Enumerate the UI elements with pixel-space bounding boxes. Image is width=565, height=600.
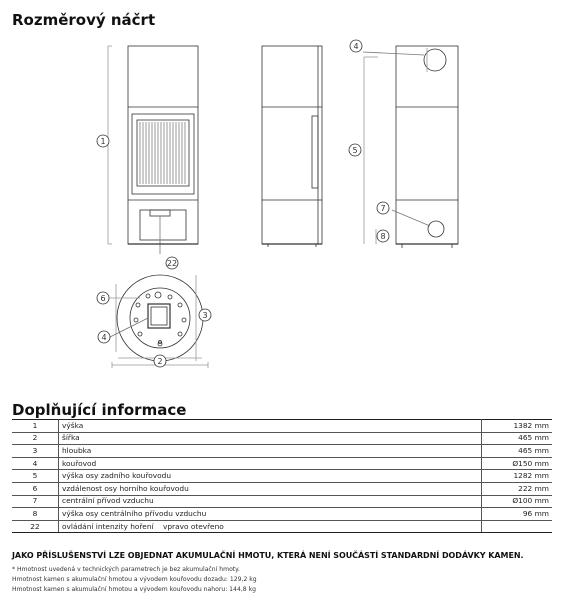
front-view [108,46,198,254]
row-value: 222 mm [482,482,553,495]
accessory-note: JAKO PŘÍSLUŠENSTVÍ LZE OBJEDNAT AKUMULAČNÍ HMOTU, KTERÁ NENÍ SOUČÁSTÍ STANDARDNÍ DODÁVKY KAMEN. [12,551,524,560]
table-row [12,420,552,433]
table-row [12,470,552,483]
row-number: 8 [12,508,59,521]
top-view [106,275,208,368]
footnote: Hmotnost kamen s akumulační hmotou a vývodem kouřovodu nahoru: 144,8 kg [12,586,256,593]
row-label: centrální přívod vzduchu [59,495,482,508]
row-value: 465 mm [482,445,553,458]
row-number: 7 [12,495,59,508]
sketch-title: Rozměrový náčrt [12,11,156,29]
info-title: Doplňující informace [12,401,187,419]
callout-2: 2 [157,357,163,366]
table-row [12,495,552,508]
footnote: Hmotnost kamen s akumulační hmotou a vývodem kouřovodu dozadu: 129,2 kg [12,576,257,583]
row-number: 4 [12,457,59,470]
row-number: 3 [12,445,59,458]
row-number: 22 [12,520,59,533]
row-value: 1382 mm [482,420,553,433]
row-value: 1282 mm [482,470,553,483]
row-value: 96 mm [482,508,553,521]
row-label: šířka [59,432,482,445]
row-label: výška osy zadního kouřovodu [59,470,482,483]
table-row [12,520,552,533]
row-label: hloubka [59,445,482,458]
row-label: výška [59,420,482,433]
callout-8: 8 [380,232,386,241]
callout-5: 5 [352,146,358,155]
table-row [12,457,552,470]
row-value [482,520,553,533]
row-value: 465 mm [482,432,553,445]
row-number: 2 [12,432,59,445]
row-value: Ø100 mm [482,495,553,508]
row-value: Ø150 mm [482,457,553,470]
table-row [12,445,552,458]
row-label: ovládání intenzity hoření vpravo otevřeno [59,520,482,533]
footnote: * Hmotnost uvedená v technických parametrech je bez akumulační hmoty. [12,566,240,573]
row-number: 5 [12,470,59,483]
back-view [363,46,458,248]
table-row [12,432,552,445]
callout-labels [97,40,389,367]
table-row [12,482,552,495]
row-number: 6 [12,482,59,495]
callout-7: 7 [380,204,386,213]
specs-table [12,419,552,533]
row-label: kouřovod [59,457,482,470]
row-label: vzdálenost osy horního kouřovodu [59,482,482,495]
callout-22: 22 [166,259,178,268]
callout-1: 1 [100,137,106,146]
callout-6: 6 [100,294,106,303]
callout-4-back: 4 [353,42,359,51]
row-label: výška osy centrálního přívodu vzduchu [59,508,482,521]
callout-4-top: 4 [101,333,107,342]
row-number: 1 [12,420,59,433]
table-row [12,508,552,521]
side-view [262,46,322,247]
callout-3: 3 [202,311,208,320]
